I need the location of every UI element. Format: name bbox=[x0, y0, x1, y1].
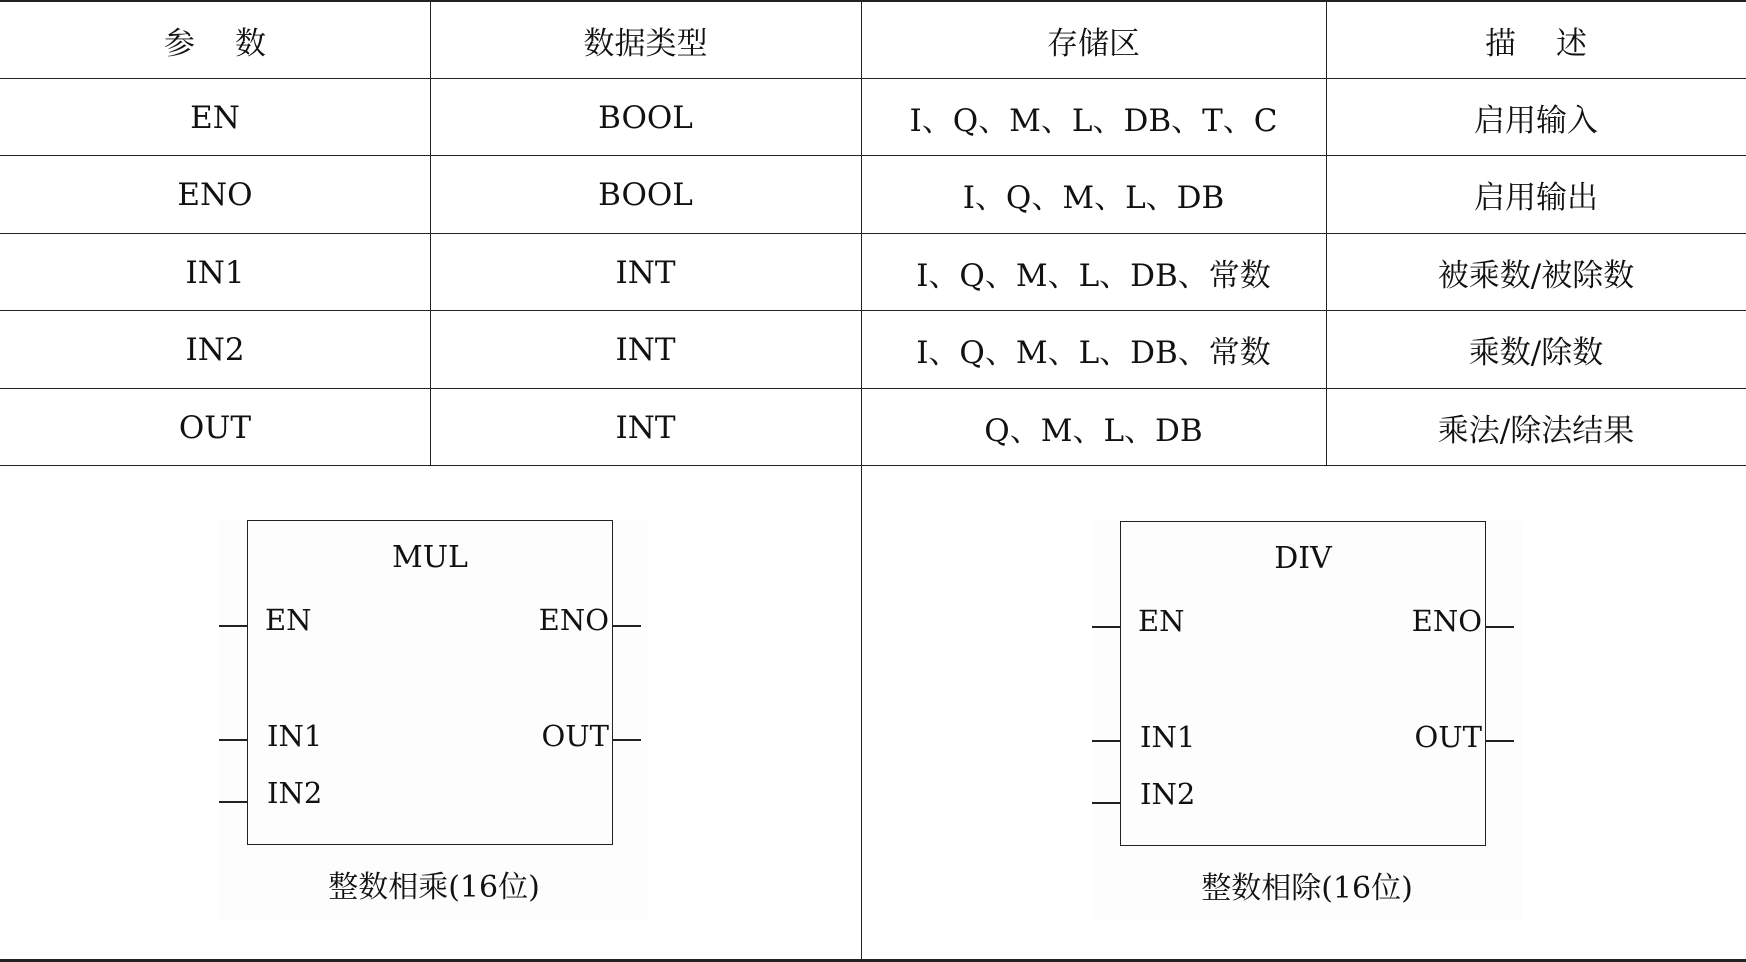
out-pin-line bbox=[1486, 740, 1514, 742]
cell-parameter: ENO bbox=[177, 176, 253, 213]
table-row bbox=[0, 156, 1746, 233]
block-title: MUL bbox=[392, 540, 468, 575]
table-row bbox=[0, 79, 1746, 156]
input-label-in2: IN2 bbox=[1140, 777, 1196, 811]
input-label-en: EN bbox=[1138, 604, 1185, 638]
header-memory-area: 存储区 bbox=[1047, 26, 1140, 62]
cell-data-type: INT bbox=[615, 409, 676, 446]
cell-parameter: IN1 bbox=[185, 254, 245, 291]
cell-parameter: OUT bbox=[178, 409, 252, 446]
en-pin-line bbox=[219, 625, 247, 627]
cell-description: 启用输入 bbox=[1474, 103, 1598, 139]
cell-description: 被乘数/被除数 bbox=[1437, 258, 1635, 294]
input-label-in1: IN1 bbox=[1140, 720, 1196, 754]
in2-pin-line bbox=[1092, 802, 1120, 804]
en-pin-line bbox=[1092, 626, 1120, 628]
table-row bbox=[0, 389, 1746, 466]
cell-description: 启用输出 bbox=[1474, 180, 1598, 216]
input-label-in2: IN2 bbox=[267, 776, 323, 810]
header-description: 描述 bbox=[1485, 26, 1627, 62]
cell-description: 乘法/除法结果 bbox=[1437, 413, 1635, 449]
input-label-in1: IN1 bbox=[267, 719, 323, 753]
output-label-eno: ENO bbox=[538, 603, 609, 637]
cell-data-type: BOOL bbox=[598, 176, 693, 213]
eno-pin-line bbox=[613, 625, 641, 627]
in1-pin-line bbox=[1092, 740, 1120, 742]
cell-data-type: INT bbox=[615, 331, 676, 368]
cell-parameter: EN bbox=[190, 99, 240, 136]
table-row bbox=[0, 234, 1746, 311]
in2-pin-line bbox=[219, 801, 247, 803]
cell-memory-area: I、Q、M、L、DB bbox=[962, 180, 1225, 216]
cell-parameter: IN2 bbox=[185, 331, 245, 368]
output-label-out: OUT bbox=[541, 719, 609, 753]
cell-memory-area: I、Q、M、L、DB、常数 bbox=[916, 335, 1271, 371]
output-label-out: OUT bbox=[1414, 720, 1482, 754]
cell-memory-area: Q、M、L、DB bbox=[984, 413, 1203, 449]
table-row bbox=[0, 311, 1746, 388]
in1-pin-line bbox=[219, 739, 247, 741]
div-function-block bbox=[1092, 521, 1522, 921]
cell-description: 乘数/除数 bbox=[1468, 335, 1604, 371]
cell-data-type: INT bbox=[615, 254, 676, 291]
cell-memory-area: I、Q、M、L、DB、T、C bbox=[909, 103, 1278, 139]
block-title: DIV bbox=[1274, 541, 1332, 576]
table-header-row bbox=[0, 2, 1746, 79]
out-pin-line bbox=[613, 739, 641, 741]
cell-data-type: BOOL bbox=[598, 99, 693, 136]
input-label-en: EN bbox=[265, 603, 312, 637]
block-caption: 整数相除(16位) bbox=[1201, 871, 1413, 906]
cell-memory-area: I、Q、M、L、DB、常数 bbox=[916, 258, 1271, 294]
eno-pin-line bbox=[1486, 626, 1514, 628]
mul-function-block bbox=[219, 520, 649, 920]
header-parameter: 参数 bbox=[164, 26, 306, 62]
output-label-eno: ENO bbox=[1411, 604, 1482, 638]
header-data-type: 数据类型 bbox=[583, 26, 708, 62]
block-caption: 整数相乘(16位) bbox=[328, 870, 540, 905]
